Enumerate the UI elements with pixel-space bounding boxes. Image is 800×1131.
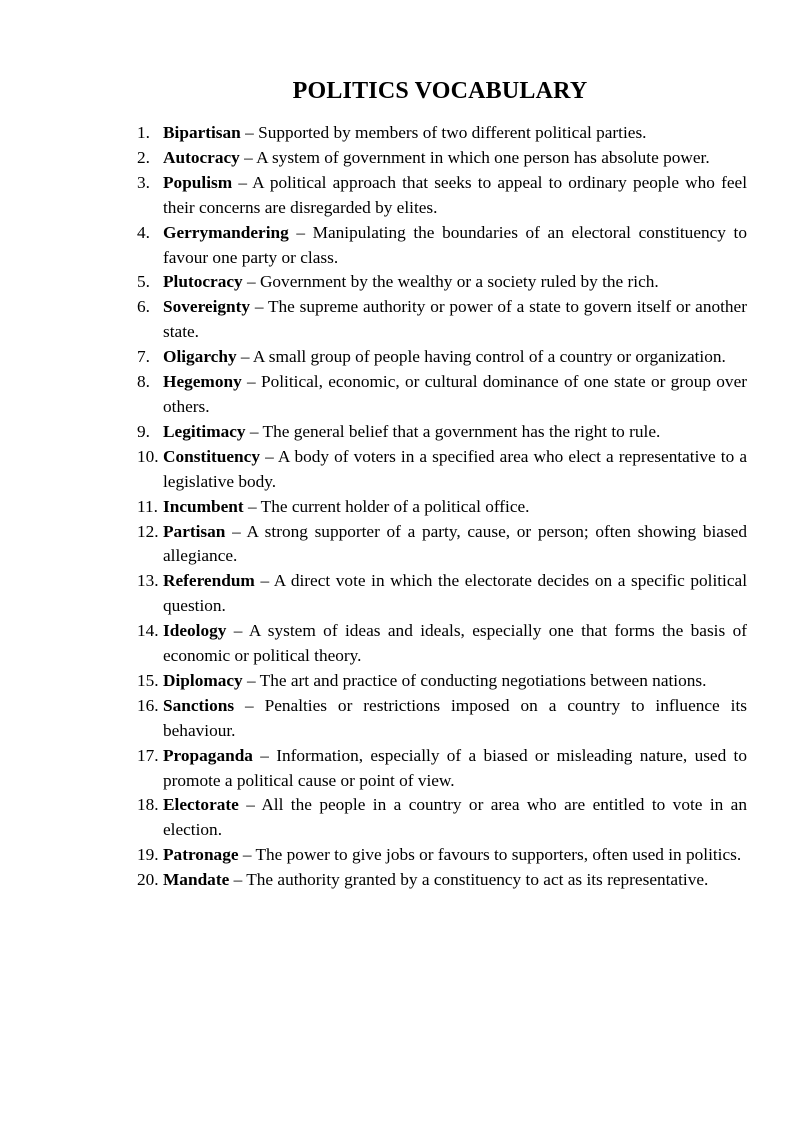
item-number: 16. bbox=[137, 695, 159, 715]
vocabulary-list bbox=[137, 121, 747, 893]
item-number: 2. bbox=[137, 147, 150, 167]
vocab-term: Mandate bbox=[163, 870, 230, 890]
vocab-term: Incumbent bbox=[163, 496, 244, 516]
vocab-definition: – The current holder of a political office. bbox=[243, 496, 530, 516]
list-item bbox=[137, 520, 747, 570]
vocab-definition: – The power to give jobs or favours to supporters, often used in politics. bbox=[238, 845, 742, 865]
vocab-definition: – The supreme authority or power of a state to govern itself or another state. bbox=[163, 297, 747, 342]
vocab-term: Hegemony bbox=[163, 372, 242, 392]
vocab-term: Sanctions bbox=[163, 695, 235, 715]
vocab-definition: – A political approach that seeks to appeal to ordinary people who feel their concerns are disregarded by elites. bbox=[163, 172, 747, 217]
page-title: POLITICS VOCABULARY bbox=[292, 78, 588, 104]
list-item bbox=[137, 793, 747, 843]
vocab-definition: – Information, especially of a biased or misleading nature, used to promote a political cause or point of view. bbox=[163, 745, 747, 790]
vocab-definition: – A system of ideas and ideals, especially one that forms the basis of economic or political theory. bbox=[163, 621, 747, 666]
vocab-definition: – A strong supporter of a party, cause, or person; often showing biased allegiance. bbox=[163, 521, 747, 566]
vocab-term: Plutocracy bbox=[163, 272, 243, 292]
vocab-term: Gerrymandering bbox=[163, 222, 289, 242]
list-item bbox=[137, 171, 747, 221]
list-item bbox=[137, 146, 747, 171]
vocab-term: Autocracy bbox=[163, 147, 240, 167]
item-number: 6. bbox=[137, 297, 150, 317]
vocab-term: Ideology bbox=[163, 621, 227, 641]
item-number: 8. bbox=[137, 372, 150, 392]
item-number: 19. bbox=[137, 845, 159, 865]
vocab-definition: – A small group of people having control of a country or organization. bbox=[236, 347, 726, 367]
item-number: 4. bbox=[137, 222, 150, 242]
vocab-term: Bipartisan bbox=[163, 123, 241, 142]
vocab-definition: – The general belief that a government has the right to rule. bbox=[245, 421, 661, 441]
vocab-definition: – Supported by members of two different political parties. bbox=[240, 123, 647, 142]
vocab-definition: – Political, economic, or cultural dominance of one state or group over others. bbox=[163, 372, 747, 416]
vocab-definition: – A body of voters in a specified area who elect a representative to a legislative body. bbox=[163, 446, 747, 491]
item-number: 18. bbox=[137, 795, 159, 815]
item-number: 11. bbox=[137, 496, 158, 516]
vocab-definition: – Government by the wealthy or a society ruled by the rich. bbox=[242, 272, 659, 292]
vocab-definition: – Penalties or restrictions imposed on a country to influence its behaviour. bbox=[163, 695, 747, 740]
vocab-definition: – Manipulating the boundaries of an electoral constituency to favour one party or class. bbox=[163, 222, 747, 267]
list-item bbox=[137, 694, 747, 744]
vocab-term: Referendum bbox=[163, 571, 255, 591]
list-item bbox=[137, 445, 747, 495]
vocab-definition: – All the people in a country or area who are entitled to vote in an election. bbox=[163, 795, 747, 840]
list-item bbox=[137, 121, 747, 146]
list-item bbox=[137, 345, 747, 370]
list-item bbox=[137, 295, 747, 345]
list-item bbox=[137, 370, 747, 420]
list-item bbox=[137, 843, 747, 868]
item-number: 5. bbox=[137, 272, 150, 292]
vocab-term: Sovereignty bbox=[163, 297, 251, 317]
vocab-definition: – A direct vote in which the electorate decides on a specific political question. bbox=[163, 571, 747, 616]
vocab-term: Patronage bbox=[163, 845, 239, 865]
vocab-term: Propaganda bbox=[163, 745, 253, 765]
item-number: 15. bbox=[137, 670, 159, 690]
item-number: 3. bbox=[137, 172, 150, 192]
list-item bbox=[137, 868, 747, 893]
item-number: 10. bbox=[137, 446, 159, 466]
list-item bbox=[137, 744, 747, 794]
item-number: 12. bbox=[137, 521, 159, 541]
list-item bbox=[137, 420, 747, 445]
vocab-term: Oligarchy bbox=[163, 347, 237, 367]
vocab-term: Diplomacy bbox=[163, 670, 243, 690]
list-item bbox=[137, 669, 747, 694]
list-item bbox=[137, 270, 747, 295]
list-item bbox=[137, 569, 747, 619]
list-item bbox=[137, 495, 747, 520]
vocab-term: Electorate bbox=[163, 795, 239, 815]
vocab-term: Partisan bbox=[163, 521, 226, 541]
item-number: 13. bbox=[137, 571, 159, 591]
vocab-definition: – A system of government in which one person has absolute power. bbox=[239, 147, 710, 167]
item-number: 1. bbox=[137, 123, 150, 142]
vocab-term: Legitimacy bbox=[163, 421, 246, 441]
list-item bbox=[137, 619, 747, 669]
item-number: 14. bbox=[137, 621, 159, 641]
vocab-definition: – The authority granted by a constituency to act as its representative. bbox=[229, 870, 709, 890]
vocab-term: Populism bbox=[163, 172, 233, 192]
list-item bbox=[137, 221, 747, 271]
vocab-term: Constituency bbox=[163, 446, 260, 466]
item-number: 17. bbox=[137, 745, 159, 765]
item-number: 7. bbox=[137, 347, 150, 367]
item-number: 9. bbox=[137, 421, 150, 441]
vocab-definition: – The art and practice of conducting negotiations between nations. bbox=[242, 670, 707, 690]
item-number: 20. bbox=[137, 870, 159, 890]
